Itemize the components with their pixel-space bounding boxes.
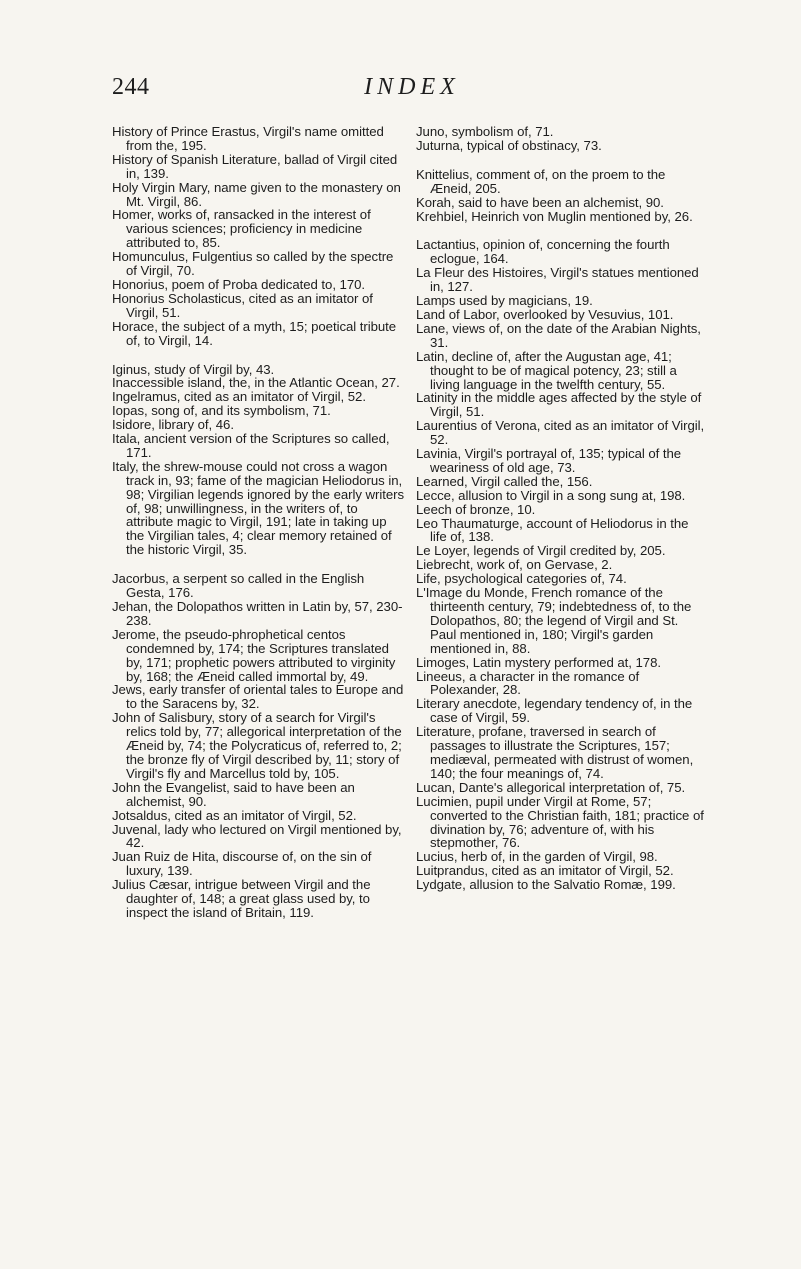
index-entry: Latin, decline of, after the Augustan age, 41; thought to be of magical potency, 23; still a living language in the twelfth century, 55. [416, 348, 677, 392]
letter-group-gap [112, 557, 404, 572]
index-entry: Lecce, allusion to Virgil in a song sung at, 198. [416, 487, 686, 503]
index-entry: Jews, early transfer of oriental tales to Europe and to the Saracens by, 32. [112, 682, 404, 712]
page-number: 244 [112, 74, 150, 100]
index-entry: Lamps used by magicians, 19. [416, 293, 593, 309]
index-entry: Iginus, study of Virgil by, 43. [112, 361, 275, 377]
index-entry: John of Salisbury, story of a search for Virgil's relics told by, 77; allegorical interpretation of the Æneid by, 74; the Polycraticus of, referred to, 2; the bronze fly of Virgil described by, 11; story of Virgil's fly and Marcellus told by, 105. [112, 710, 402, 781]
index-entry: Knittelius, comment of, on the proem to the Æneid, 205. [416, 166, 666, 196]
index-entry: Jerome, the pseudo-phrophetical centos condemned by, 174; the Scriptures translated by, 171; prophetic powers attributed to virginity by, 168; the Æneid called immortal by, 49. [112, 626, 396, 684]
index-entry: Limoges, Latin mystery performed at, 178. [416, 654, 661, 670]
index-entry: History of Spanish Literature, ballad of Virgil cited in, 139. [112, 151, 398, 181]
index-entry: Honorius, poem of Proba dedicated to, 170. [112, 276, 366, 292]
index-entry: Juan Ruiz de Hita, discourse of, on the sin of luxury, 139. [112, 849, 372, 879]
index-entry: Jacorbus, a serpent so called in the English Gesta, 176. [112, 571, 365, 601]
index-entry: Lucius, herb of, in the garden of Virgil, 98. [416, 849, 658, 865]
index-entry: Lactantius, opinion of, concerning the fourth eclogue, 164. [416, 237, 670, 267]
index-entry: Isidore, library of, 46. [112, 417, 234, 433]
index-column-right [416, 125, 708, 892]
index-entry: Korah, said to have been an alchemist, 90. [416, 194, 664, 210]
letter-group-gap [416, 223, 708, 238]
index-entry: Juvenal, lady who lectured on Virgil mentioned by, 42. [112, 821, 402, 851]
index-entry: Literature, profane, traversed in search of passages to illustrate the Scriptures, 157; mediæval, permeated with distrust of women, 140; the four meanings of, 74. [416, 724, 694, 781]
index-entry: Learned, Virgil called the, 156. [416, 473, 593, 489]
index-entry: Jehan, the Dolopathos written in Latin by, 57, 230-238. [112, 599, 403, 628]
running-title: INDEX [364, 74, 460, 100]
index-entry: Laurentius of Verona, cited as an imitator of Virgil, 52. [416, 418, 705, 448]
index-entry: John the Evangelist, said to have been an alchemist, 90. [112, 779, 355, 809]
index-entry: Luitprandus, cited as an imitator of Virgil, 52. [416, 863, 674, 879]
index-entry: Leo Thaumaturge, account of Heliodorus in the life of, 138. [416, 515, 689, 545]
index-entry: Lavinia, Virgil's portrayal of, 135; typical of the weariness of old age, 73. [416, 446, 682, 475]
index-entry: History of Prince Erastus, Virgil's name omitted from the, 195. [112, 124, 384, 153]
index-entry: Italy, the shrew-mouse could not cross a wagon track in, 93; fame of the magician Heliodorus in, 98; Virgilian legends ignored by the early writers of, 98; unwillingness, in the writers of, to attribute magic to Virgil, 191; late in taking up the Virgilian tales, 4; clear memory retained of the historic Virgil, 35. [112, 458, 405, 558]
index-entry: Iopas, song of, and its symbolism, 71. [112, 403, 331, 419]
index-entry: Lane, views of, on the date of the Arabian Nights, 31. [416, 320, 701, 350]
index-entry: Lineeus, a character in the romance of Polexander, 28. [416, 668, 640, 698]
index-entry: L'Image du Monde, French romance of the thirteenth century, 79; indebtedness of, to the Dolopathos, 80; the legend of Virgil and St. Paul mentioned in, 180; Virgil's garden mentioned in, 88. [416, 585, 692, 656]
letter-group-gap [416, 153, 708, 168]
index-entry: Juturna, typical of obstinacy, 73. [416, 137, 602, 153]
index-entry: Lucimien, pupil under Virgil at Rome, 57; converted to the Christian faith, 181; practice of divination by, 76; adventure of, with his stepmother, 76. [416, 793, 704, 851]
index-entry: Inaccessible island, the, in the Atlantic Ocean, 27. [112, 375, 400, 391]
index-column-left [112, 125, 404, 920]
index-entry: Juno, symbolism of, 71. [416, 124, 554, 139]
index-entry: Land of Labor, overlooked by Vesuvius, 101. [416, 306, 674, 322]
page-header [112, 74, 712, 114]
index-entry: La Fleur des Histoires, Virgil's statues mentioned in, 127. [416, 265, 699, 295]
index-entry: Ingelramus, cited as an imitator of Virgil, 52. [112, 389, 366, 405]
letter-group-gap [112, 348, 404, 363]
index-entry: Latinity in the middle ages affected by the style of Virgil, 51. [416, 390, 702, 420]
index-entry: Homunculus, Fulgentius so called by the spectre of Virgil, 70. [112, 249, 394, 279]
index-entry: Holy Virgin Mary, name given to the monastery on Mt. Virgil, 86. [112, 179, 401, 209]
index-entry: Literary anecdote, legendary tendency of, in the case of Virgil, 59. [416, 696, 693, 726]
index-entry: Julius Cæsar, intrigue between Virgil and the daughter of, 148; a great glass used by, to inspect the island of Britain, 119. [112, 877, 371, 920]
index-entry: Jotsaldus, cited as an imitator of Virgil, 52. [112, 807, 357, 823]
index-entry: Horace, the subject of a myth, 15; poetical tribute of, to Virgil, 14. [112, 318, 397, 348]
index-entry: Liebrecht, work of, on Gervase, 2. [416, 557, 613, 573]
index-entry: Leech of bronze, 10. [416, 501, 536, 517]
index-entry: Lydgate, allusion to the Salvatio Romæ, 199. [416, 877, 676, 893]
index-entry: Honorius Scholasticus, cited as an imitator of Virgil, 51. [112, 290, 373, 320]
index-entry: Krehbiel, Heinrich von Muglin mentioned by, 26. [416, 208, 693, 224]
index-entry: Itala, ancient version of the Scriptures so called, 171. [112, 431, 390, 460]
index-entry: Lucan, Dante's allegorical interpretation of, 75. [416, 779, 686, 795]
index-entry: Life, psychological categories of, 74. [416, 571, 627, 587]
index-entry: Homer, works of, ransacked in the interest of various sciences; proficiency in medicine attributed to, 85. [112, 207, 371, 251]
index-entry: Le Loyer, legends of Virgil credited by, 205. [416, 543, 666, 559]
